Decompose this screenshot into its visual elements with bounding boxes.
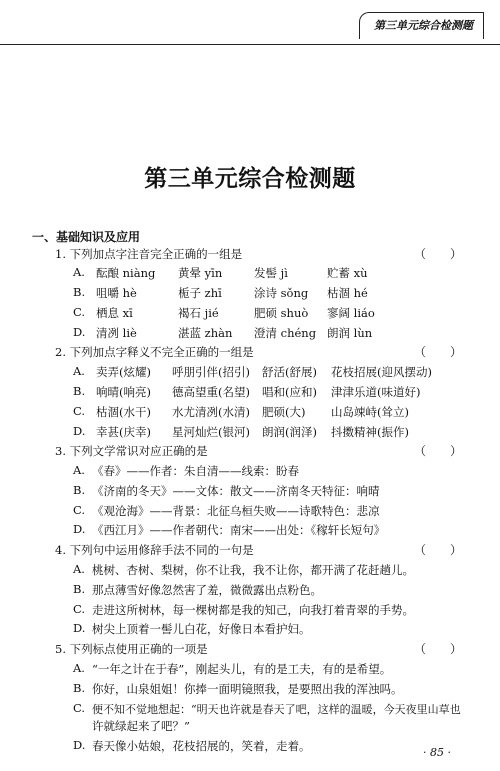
q2-d-3: 朗润(润泽) (262, 425, 317, 439)
q5-d-text: 春天像小姑娘，花枝招展的，笑着，走着。 (92, 739, 311, 753)
q3-c-text: 《观沧海》——背景：北征乌桓失败——诗歌特色：悲凉 (92, 504, 380, 518)
page-number: · 85 · (423, 746, 451, 759)
option-label: B. (73, 681, 86, 695)
question-number: 4. (55, 543, 66, 557)
option-label: C. (73, 404, 86, 418)
q3-d-text: 《西江月》——作者朝代：南宋——出处：《稼轩长短句》 (92, 523, 386, 537)
q5-b-text: 你好，山泉姐姐！你捧一面明镜照我，是要照出我的浑浊吗。 (92, 682, 403, 696)
question-3-stem (55, 443, 208, 459)
option-label: B. (73, 483, 86, 497)
q2-d-4: 抖擞精神(振作) (331, 425, 409, 439)
q2-c-4: 山岛竦峙(耸立) (331, 405, 409, 419)
q2-b-2: 德高望重(名望) (172, 385, 250, 399)
question-text: 下列加点字注音完全正确的一组是 (69, 247, 243, 261)
option-label: B. (73, 384, 86, 398)
option-label: D. (73, 424, 86, 438)
q1-b-2: 栀子 zhī (178, 286, 222, 300)
q2-b-1: 响晴(响亮) (96, 385, 151, 399)
option-label: C. (73, 602, 86, 616)
q2-a-4: 花枝招展(迎风摆动) (331, 365, 432, 379)
q1-c-2: 褐石 jié (178, 306, 219, 320)
option-label: B. (73, 582, 86, 596)
chapter-title: 第三单元综合检测题 (144, 165, 356, 192)
running-title: 第三单元综合检测题 (359, 12, 484, 39)
q5-c-text-cont: 许就绿起来了吧？” (92, 719, 190, 733)
q1-a-4: 贮蓄 xù (327, 266, 368, 280)
q1-c-3: 肥硕 shuò (254, 306, 309, 320)
question-text: 下列句中运用修辞手法不同的一句是 (69, 543, 254, 557)
question-number: 5. (55, 642, 66, 656)
q1-c-1: 栖息 xī (96, 306, 133, 320)
question-5-stem (55, 641, 208, 657)
q3-b-text: 《济南的冬天》——文体：散文——济南冬天特征：响晴 (92, 484, 380, 498)
q2-b-4: 津津乐道(味道好) (331, 385, 421, 399)
q5-a-text: “一年之计在于春”，刚起头儿，有的是工夫，有的是希望。 (92, 662, 392, 676)
q1-c-4: 寥阔 liáo (327, 306, 375, 320)
q1-b-1: 咀嚼 hè (96, 286, 137, 300)
question-4-stem (55, 542, 254, 558)
q1-a-2: 黄晕 yīn (178, 266, 223, 280)
q2-d-1: 幸甚(庆幸) (96, 425, 151, 439)
question-text: 下列加点字释义不完全正确的一组是 (69, 345, 254, 359)
header-rule (0, 44, 500, 45)
q5-c-text: 便不知不觉地想起：“明天也许就是春天了吧，这样的温暖，今天夜里山草也 (92, 703, 461, 716)
question-number: 1. (55, 247, 66, 261)
option-label: C. (73, 701, 86, 715)
option-label: A. (73, 661, 85, 675)
answer-blank-2: （ ） (414, 345, 463, 359)
option-label: C. (73, 503, 86, 517)
option-label: D. (73, 522, 86, 536)
q1-a-1: 酝酿 niàng (96, 266, 156, 280)
q2-a-1: 卖弄(炫耀) (96, 365, 151, 379)
q2-d-2: 星河灿烂(银河) (172, 425, 250, 439)
q1-a-3: 发髻 jì (254, 266, 288, 280)
option-label: A. (73, 364, 85, 378)
option-label: A. (73, 265, 85, 279)
q4-b-text: 那点薄雪好像忽然害了羞，微微露出点粉色。 (92, 583, 322, 597)
question-2-stem (55, 344, 254, 360)
q1-b-4: 枯涸 hé (327, 286, 368, 300)
question-text: 下列标点使用正确的一项是 (69, 642, 208, 656)
running-header (0, 0, 500, 46)
q4-a-text: 桃树、杏树、梨树，你不让我，我不让你，都开满了花赶趟儿。 (92, 563, 414, 577)
answer-blank-5: （ ） (414, 642, 463, 656)
q1-d-3: 澄清 chéng (254, 326, 317, 340)
q4-c-text: 走进这所树林，每一棵树都是我的知己，向我打着青翠的手势。 (92, 603, 414, 617)
q2-b-3: 唱和(应和) (262, 385, 317, 399)
option-label: D. (73, 325, 86, 339)
option-label: D. (73, 738, 86, 752)
option-label: A. (73, 562, 85, 576)
question-1-stem (55, 246, 242, 262)
question-text: 下列文学常识对应正确的是 (69, 444, 208, 458)
q2-a-2: 呼朋引伴(招引) (172, 365, 250, 379)
section-heading: 一、基础知识及应用 (32, 230, 141, 244)
option-label: A. (73, 463, 85, 477)
q2-c-2: 水尤清冽(水清) (172, 405, 250, 419)
q1-d-1: 清冽 liè (96, 326, 137, 340)
q2-a-3: 舒活(舒展) (262, 365, 317, 379)
question-number: 3. (55, 444, 66, 458)
option-label: B. (73, 285, 86, 299)
question-number: 2. (55, 345, 66, 359)
answer-blank-4: （ ） (414, 543, 463, 557)
q2-c-3: 肥硕(大) (262, 405, 306, 419)
q1-d-2: 湛蓝 zhàn (178, 326, 233, 340)
answer-blank-3: （ ） (414, 444, 463, 458)
option-label: C. (73, 305, 86, 319)
q4-d-text: 树尖上顶着一髻儿白花，好像日本看护妇。 (92, 622, 311, 636)
option-label: D. (73, 621, 86, 635)
q1-b-3: 涂诗 sǒng (254, 286, 309, 300)
q1-d-4: 朗润 lùn (327, 326, 373, 340)
q2-c-1: 枯涸(水干) (96, 405, 151, 419)
q3-a-text: 《春》——作者：朱自清——线索：盼春 (92, 464, 299, 478)
answer-blank-1: （ ） (414, 247, 463, 261)
